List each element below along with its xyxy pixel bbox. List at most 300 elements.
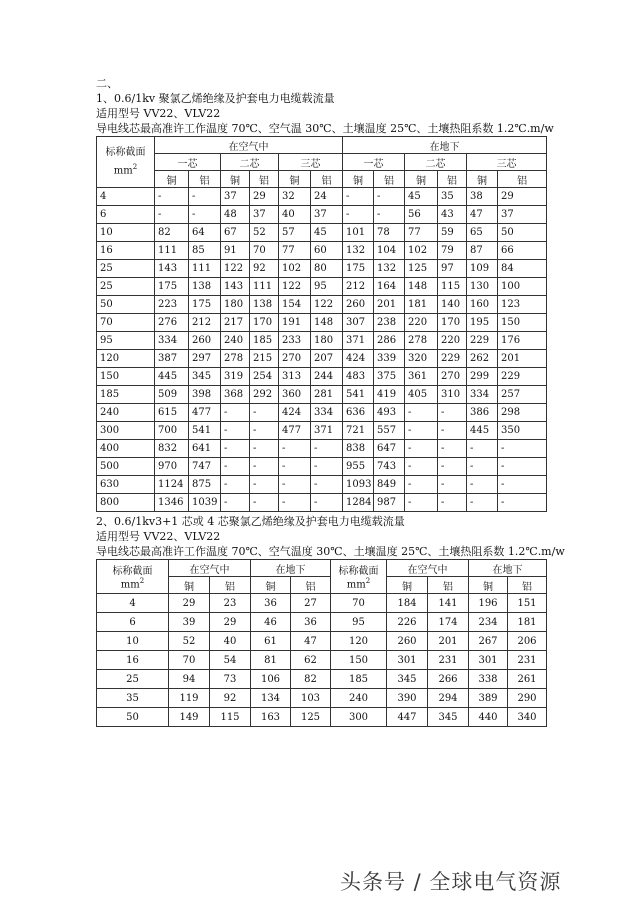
ampacity-cell: 23 bbox=[210, 594, 251, 613]
ampacity-cell: 477 bbox=[279, 422, 311, 440]
ampacity-cell: 647 bbox=[374, 440, 405, 458]
ampacity-cell: 223 bbox=[155, 296, 189, 314]
table-row bbox=[97, 314, 547, 332]
ampacity-cell: - bbox=[221, 476, 250, 494]
ampacity-cell: - bbox=[250, 422, 279, 440]
ampacity-cell: 109 bbox=[467, 260, 498, 278]
header-copper: 铜 bbox=[469, 577, 508, 594]
section-size-cell: 95 bbox=[97, 332, 155, 350]
ampacity-cell: 66 bbox=[498, 242, 547, 260]
header-copper: 铜 bbox=[279, 171, 311, 188]
ampacity-cell: - bbox=[311, 476, 343, 494]
header-aluminum: 铝 bbox=[438, 171, 467, 188]
ampacity-cell: 229 bbox=[467, 332, 498, 350]
ampacity-cell: 212 bbox=[189, 314, 221, 332]
header-copper: 铜 bbox=[169, 577, 210, 594]
ampacity-cell: 148 bbox=[311, 314, 343, 332]
ampacity-cell: 57 bbox=[279, 224, 311, 242]
ampacity-cell: 81 bbox=[251, 651, 291, 670]
ampacity-cell: 292 bbox=[250, 386, 279, 404]
ampacity-cell: 405 bbox=[405, 386, 438, 404]
ampacity-cell: 299 bbox=[467, 368, 498, 386]
ampacity-cell: 87 bbox=[467, 242, 498, 260]
ampacity-cell: 138 bbox=[189, 278, 221, 296]
ampacity-cell: 100 bbox=[498, 278, 547, 296]
section2-conditions: 导电线芯最高准许工作温度 70℃、空气温度 30℃、土壤温度 25℃、土壤热阻系数 1.2℃.m/w bbox=[96, 545, 565, 558]
ampacity-cell: 29 bbox=[210, 613, 251, 632]
table-row bbox=[97, 368, 547, 386]
ampacity-cell: 229 bbox=[498, 368, 547, 386]
ampacity-cell: 747 bbox=[189, 458, 221, 476]
section-size-cell: 6 bbox=[97, 613, 169, 632]
ampacity-cell: 82 bbox=[155, 224, 189, 242]
ampacity-cell: 122 bbox=[279, 278, 311, 296]
ampacity-cell: 987 bbox=[374, 494, 405, 512]
ampacity-cell: 35 bbox=[438, 188, 467, 206]
ampacity-cell: 85 bbox=[189, 242, 221, 260]
ampacity-cell: 143 bbox=[155, 260, 189, 278]
header-core-count: 三芯 bbox=[467, 154, 547, 171]
section1-title: 1、0.6/1kv 聚氯乙烯绝缘及护套电力电缆载流量 bbox=[96, 92, 335, 105]
ampacity-cell: 371 bbox=[343, 332, 374, 350]
ampacity-cell: 832 bbox=[155, 440, 189, 458]
ampacity-cell: 345 bbox=[387, 670, 428, 689]
section-size-cell: 300 bbox=[331, 708, 387, 727]
ampacity-cell: 132 bbox=[374, 260, 405, 278]
ampacity-cell: 334 bbox=[467, 386, 498, 404]
section-size-cell: 120 bbox=[97, 350, 155, 368]
table-row bbox=[97, 613, 547, 632]
header-aluminum: 铝 bbox=[508, 577, 547, 594]
ampacity-cell: 196 bbox=[469, 594, 508, 613]
ampacity-cell: 102 bbox=[279, 260, 311, 278]
section-size-cell: 70 bbox=[331, 594, 387, 613]
ampacity-cell: 132 bbox=[343, 242, 374, 260]
ampacity-cell: - bbox=[189, 188, 221, 206]
ampacity-cell: 24 bbox=[311, 188, 343, 206]
ampacity-cell: 226 bbox=[387, 613, 428, 632]
ampacity-cell: 170 bbox=[250, 314, 279, 332]
ampacity-cell: 201 bbox=[374, 296, 405, 314]
document-page bbox=[96, 76, 565, 727]
ampacity-cell: 45 bbox=[405, 188, 438, 206]
ampacity-cell: 62 bbox=[291, 651, 331, 670]
ampacity-cell: - bbox=[405, 440, 438, 458]
header-aluminum: 铝 bbox=[498, 171, 547, 188]
ampacity-cell: 267 bbox=[469, 632, 508, 651]
header-copper: 铜 bbox=[405, 171, 438, 188]
header-nominal-section: 标称截面 $mm^2$ bbox=[97, 137, 155, 188]
ampacity-cell: - bbox=[311, 458, 343, 476]
ampacity-cell: 212 bbox=[343, 278, 374, 296]
ampacity-cell: 229 bbox=[438, 350, 467, 368]
ampacity-cell: 111 bbox=[250, 278, 279, 296]
ampacity-cell: 149 bbox=[169, 708, 210, 727]
ampacity-cell: - bbox=[311, 494, 343, 512]
section-size-cell: 800 bbox=[97, 494, 155, 512]
ampacity-cell: 445 bbox=[467, 422, 498, 440]
ampacity-cell: 615 bbox=[155, 404, 189, 422]
ampacity-cell: - bbox=[405, 404, 438, 422]
ampacity-cell: 260 bbox=[387, 632, 428, 651]
ampacity-cell: - bbox=[250, 494, 279, 512]
table-row bbox=[97, 188, 547, 206]
ampacity-cell: 70 bbox=[169, 651, 210, 670]
ampacity-cell: - bbox=[221, 422, 250, 440]
section-size-cell: 630 bbox=[97, 476, 155, 494]
section-size-cell: 70 bbox=[97, 314, 155, 332]
ampacity-cell: 106 bbox=[251, 670, 291, 689]
ampacity-cell: - bbox=[405, 476, 438, 494]
ampacity-cell: 424 bbox=[343, 350, 374, 368]
ampacity-cell: 94 bbox=[169, 670, 210, 689]
ampacity-cell: 56 bbox=[405, 206, 438, 224]
ampacity-cell: 176 bbox=[498, 332, 547, 350]
header-underground-right: 在地下 bbox=[469, 560, 547, 577]
table-row bbox=[97, 404, 547, 422]
ampacity-cell: 424 bbox=[279, 404, 311, 422]
ampacity-cell: 77 bbox=[279, 242, 311, 260]
watermark: 头条号 / 全球电气资源 bbox=[340, 870, 562, 894]
ampacity-cell: 493 bbox=[374, 404, 405, 422]
ampacity-cell: - bbox=[498, 476, 547, 494]
ampacity-cell: - bbox=[467, 458, 498, 476]
ampacity-cell: - bbox=[250, 476, 279, 494]
ampacity-cell: 122 bbox=[221, 260, 250, 278]
ampacity-cell: 257 bbox=[498, 386, 547, 404]
ampacity-cell: 47 bbox=[291, 632, 331, 651]
ampacity-cell: 240 bbox=[221, 332, 250, 350]
ampacity-cell: 32 bbox=[279, 188, 311, 206]
section-size-cell: 185 bbox=[97, 386, 155, 404]
ampacity-cell: 115 bbox=[210, 708, 251, 727]
ampacity-cell: - bbox=[467, 494, 498, 512]
ampacity-cell: 130 bbox=[467, 278, 498, 296]
ampacity-cell: 1039 bbox=[189, 494, 221, 512]
ampacity-cell: 557 bbox=[374, 422, 405, 440]
header-copper: 铜 bbox=[155, 171, 189, 188]
ampacity-cell: 29 bbox=[169, 594, 210, 613]
ampacity-cell: 447 bbox=[387, 708, 428, 727]
header-nominal-section-left: 标称截面 $mm^2$ bbox=[97, 560, 169, 594]
ampacity-cell: 82 bbox=[291, 670, 331, 689]
ampacity-cell: 334 bbox=[311, 404, 343, 422]
table-row bbox=[97, 206, 547, 224]
ampacity-cell: 340 bbox=[508, 708, 547, 727]
ampacity-cell: 91 bbox=[221, 242, 250, 260]
ampacity-cell: 310 bbox=[438, 386, 467, 404]
ampacity-cell: 48 bbox=[221, 206, 250, 224]
ampacity-cell: 294 bbox=[428, 689, 469, 708]
header-aluminum: 铝 bbox=[250, 171, 279, 188]
section-size-cell: 185 bbox=[331, 670, 387, 689]
ampacity-cell: 119 bbox=[169, 689, 210, 708]
ampacity-cell: 64 bbox=[189, 224, 221, 242]
section-size-cell: 150 bbox=[331, 651, 387, 670]
ampacity-cell: 319 bbox=[221, 368, 250, 386]
table-row bbox=[97, 708, 547, 727]
ampacity-cell: 138 bbox=[250, 296, 279, 314]
ampacity-cell: - bbox=[374, 188, 405, 206]
ampacity-cell: 175 bbox=[343, 260, 374, 278]
ampacity-cell: 140 bbox=[438, 296, 467, 314]
ampacity-cell: 398 bbox=[189, 386, 221, 404]
table-row bbox=[97, 260, 547, 278]
ampacity-cell: 301 bbox=[387, 651, 428, 670]
ampacity-cell: 262 bbox=[467, 350, 498, 368]
ampacity-cell: 70 bbox=[250, 242, 279, 260]
ampacity-cell: 67 bbox=[221, 224, 250, 242]
ampacity-cell: 483 bbox=[343, 368, 374, 386]
ampacity-cell: 849 bbox=[374, 476, 405, 494]
ampacity-cell: 27 bbox=[291, 594, 331, 613]
ampacity-cell: 875 bbox=[189, 476, 221, 494]
ampacity-cell: 52 bbox=[250, 224, 279, 242]
ampacity-cell: 185 bbox=[250, 332, 279, 350]
ampacity-cell: - bbox=[279, 440, 311, 458]
header-copper: 铜 bbox=[251, 577, 291, 594]
ampacity-cell: 45 bbox=[311, 224, 343, 242]
ampacity-cell: 445 bbox=[155, 368, 189, 386]
table-row bbox=[97, 242, 547, 260]
table-row bbox=[97, 422, 547, 440]
ampacity-table-2 bbox=[96, 559, 547, 727]
section-size-cell: 10 bbox=[97, 632, 169, 651]
ampacity-cell: 111 bbox=[189, 260, 221, 278]
ampacity-cell: 339 bbox=[374, 350, 405, 368]
header-core-count: 一芯 bbox=[343, 154, 405, 171]
ampacity-cell: 80 bbox=[311, 260, 343, 278]
table-row bbox=[97, 494, 547, 512]
ampacity-cell: 151 bbox=[508, 594, 547, 613]
ampacity-cell: 970 bbox=[155, 458, 189, 476]
section-size-cell: 4 bbox=[97, 188, 155, 206]
ampacity-cell: 334 bbox=[155, 332, 189, 350]
ampacity-cell: - bbox=[155, 206, 189, 224]
table-row bbox=[97, 670, 547, 689]
ampacity-cell: 181 bbox=[508, 613, 547, 632]
section-size-cell: 25 bbox=[97, 670, 169, 689]
ampacity-cell: 180 bbox=[311, 332, 343, 350]
ampacity-cell: 955 bbox=[343, 458, 374, 476]
ampacity-cell: 286 bbox=[374, 332, 405, 350]
section-size-cell: 500 bbox=[97, 458, 155, 476]
ampacity-cell: 29 bbox=[250, 188, 279, 206]
ampacity-cell: 37 bbox=[250, 206, 279, 224]
header-underground: 在地下 bbox=[343, 137, 547, 154]
ampacity-cell: - bbox=[221, 458, 250, 476]
ampacity-cell: - bbox=[250, 458, 279, 476]
ampacity-cell: - bbox=[498, 494, 547, 512]
ampacity-cell: 207 bbox=[311, 350, 343, 368]
section2-models: 适用型号 VV22、VLV22 bbox=[96, 530, 221, 543]
ampacity-cell: 143 bbox=[221, 278, 250, 296]
ampacity-cell: 360 bbox=[279, 386, 311, 404]
ampacity-cell: 39 bbox=[169, 613, 210, 632]
ampacity-cell: - bbox=[438, 494, 467, 512]
ampacity-cell: 37 bbox=[311, 206, 343, 224]
ampacity-cell: 301 bbox=[469, 651, 508, 670]
ampacity-cell: 73 bbox=[210, 670, 251, 689]
table-row bbox=[97, 632, 547, 651]
ampacity-cell: 345 bbox=[428, 708, 469, 727]
ampacity-cell: 217 bbox=[221, 314, 250, 332]
ampacity-cell: 838 bbox=[343, 440, 374, 458]
ampacity-cell: 50 bbox=[498, 224, 547, 242]
ampacity-cell: 79 bbox=[438, 242, 467, 260]
ampacity-cell: 238 bbox=[374, 314, 405, 332]
ampacity-cell: 175 bbox=[155, 278, 189, 296]
ampacity-cell: 37 bbox=[221, 188, 250, 206]
ampacity-cell: 180 bbox=[221, 296, 250, 314]
ampacity-cell: 92 bbox=[210, 689, 251, 708]
ampacity-cell: 181 bbox=[405, 296, 438, 314]
ampacity-cell: 174 bbox=[428, 613, 469, 632]
ampacity-cell: 164 bbox=[374, 278, 405, 296]
ampacity-cell: 1093 bbox=[343, 476, 374, 494]
section-size-cell: 95 bbox=[331, 613, 387, 632]
header-core-count: 三芯 bbox=[279, 154, 343, 171]
header-core-count: 一芯 bbox=[155, 154, 221, 171]
ampacity-cell: 134 bbox=[251, 689, 291, 708]
header-aluminum: 铝 bbox=[291, 577, 331, 594]
ampacity-cell: 345 bbox=[189, 368, 221, 386]
table-row bbox=[97, 476, 547, 494]
ampacity-cell: 125 bbox=[405, 260, 438, 278]
ampacity-cell: 40 bbox=[279, 206, 311, 224]
ampacity-cell: 43 bbox=[438, 206, 467, 224]
ampacity-cell: - bbox=[498, 440, 547, 458]
ampacity-cell: - bbox=[311, 440, 343, 458]
ampacity-cell: - bbox=[438, 476, 467, 494]
ampacity-cell: 220 bbox=[405, 314, 438, 332]
header-underground-left: 在地下 bbox=[251, 560, 331, 577]
section-size-cell: 50 bbox=[97, 708, 169, 727]
section-size-cell: 25 bbox=[97, 260, 155, 278]
table-row bbox=[97, 350, 547, 368]
ampacity-cell: 195 bbox=[467, 314, 498, 332]
section-size-cell: 400 bbox=[97, 440, 155, 458]
ampacity-cell: - bbox=[250, 404, 279, 422]
table-row bbox=[97, 594, 547, 613]
section-size-cell: 50 bbox=[97, 296, 155, 314]
section-size-cell: 6 bbox=[97, 206, 155, 224]
ampacity-cell: 191 bbox=[279, 314, 311, 332]
ampacity-cell: - bbox=[279, 494, 311, 512]
ampacity-cell: 721 bbox=[343, 422, 374, 440]
header-aluminum: 铝 bbox=[311, 171, 343, 188]
ampacity-cell: 281 bbox=[311, 386, 343, 404]
ampacity-cell: 266 bbox=[428, 670, 469, 689]
table-row bbox=[97, 224, 547, 242]
ampacity-cell: 509 bbox=[155, 386, 189, 404]
ampacity-cell: - bbox=[279, 476, 311, 494]
ampacity-cell: 77 bbox=[405, 224, 438, 242]
ampacity-cell: 276 bbox=[155, 314, 189, 332]
ampacity-cell: 231 bbox=[428, 651, 469, 670]
section-size-cell: 120 bbox=[331, 632, 387, 651]
ampacity-table-1 bbox=[96, 136, 547, 512]
ampacity-cell: 201 bbox=[498, 350, 547, 368]
ampacity-cell: 641 bbox=[189, 440, 221, 458]
ampacity-cell: 361 bbox=[405, 368, 438, 386]
header-copper: 铜 bbox=[221, 171, 250, 188]
section1-models: 适用型号 VV22、VLV22 bbox=[96, 107, 221, 120]
section2-title: 2、0.6/1kv3+1 芯或 4 芯聚氯乙烯绝缘及护套电力电缆载流量 bbox=[96, 515, 405, 528]
section-size-cell: 10 bbox=[97, 224, 155, 242]
ampacity-cell: 61 bbox=[251, 632, 291, 651]
ampacity-cell: 290 bbox=[508, 689, 547, 708]
section-size-cell: 35 bbox=[97, 689, 169, 708]
ampacity-cell: 419 bbox=[374, 386, 405, 404]
ampacity-cell: 47 bbox=[467, 206, 498, 224]
ampacity-cell: 254 bbox=[250, 368, 279, 386]
section-size-cell: 300 bbox=[97, 422, 155, 440]
ampacity-cell: - bbox=[221, 494, 250, 512]
header-core-count: 二芯 bbox=[405, 154, 467, 171]
ampacity-cell: 103 bbox=[291, 689, 331, 708]
ampacity-cell: 270 bbox=[438, 368, 467, 386]
section-size-cell: 4 bbox=[97, 594, 169, 613]
ampacity-cell: 38 bbox=[467, 188, 498, 206]
ampacity-cell: 148 bbox=[405, 278, 438, 296]
ampacity-cell: 387 bbox=[155, 350, 189, 368]
ampacity-cell: - bbox=[405, 458, 438, 476]
ampacity-cell: 170 bbox=[438, 314, 467, 332]
section-size-cell: 240 bbox=[331, 689, 387, 708]
header-aluminum: 铝 bbox=[189, 171, 221, 188]
section-size-cell: 25 bbox=[97, 278, 155, 296]
ampacity-cell: 40 bbox=[210, 632, 251, 651]
ampacity-cell: 743 bbox=[374, 458, 405, 476]
ampacity-cell: - bbox=[343, 188, 374, 206]
ampacity-cell: 244 bbox=[311, 368, 343, 386]
ampacity-cell: 78 bbox=[374, 224, 405, 242]
ampacity-cell: 375 bbox=[374, 368, 405, 386]
ampacity-cell: 440 bbox=[469, 708, 508, 727]
ampacity-cell: 260 bbox=[189, 332, 221, 350]
ampacity-cell: - bbox=[438, 458, 467, 476]
section-size-cell: 16 bbox=[97, 242, 155, 260]
table-row bbox=[97, 278, 547, 296]
ampacity-cell: - bbox=[438, 440, 467, 458]
ampacity-cell: - bbox=[221, 404, 250, 422]
ampacity-cell: 368 bbox=[221, 386, 250, 404]
ampacity-cell: 125 bbox=[291, 708, 331, 727]
table-row bbox=[97, 440, 547, 458]
ampacity-cell: - bbox=[221, 440, 250, 458]
ampacity-cell: 115 bbox=[438, 278, 467, 296]
ampacity-cell: 389 bbox=[469, 689, 508, 708]
ampacity-cell: - bbox=[155, 188, 189, 206]
ampacity-cell: 307 bbox=[343, 314, 374, 332]
ampacity-cell: 111 bbox=[155, 242, 189, 260]
ampacity-cell: 1124 bbox=[155, 476, 189, 494]
table-row bbox=[97, 651, 547, 670]
ampacity-cell: 270 bbox=[279, 350, 311, 368]
header-aluminum: 铝 bbox=[374, 171, 405, 188]
ampacity-cell: 390 bbox=[387, 689, 428, 708]
header-copper: 铜 bbox=[387, 577, 428, 594]
ampacity-cell: 278 bbox=[405, 332, 438, 350]
ampacity-cell: 220 bbox=[438, 332, 467, 350]
header-nominal-section-right: 标称截面 $mm^2$ bbox=[331, 560, 387, 594]
ampacity-cell: 233 bbox=[279, 332, 311, 350]
ampacity-cell: 92 bbox=[250, 260, 279, 278]
ampacity-cell: 234 bbox=[469, 613, 508, 632]
ampacity-cell: - bbox=[467, 440, 498, 458]
table-row bbox=[97, 386, 547, 404]
